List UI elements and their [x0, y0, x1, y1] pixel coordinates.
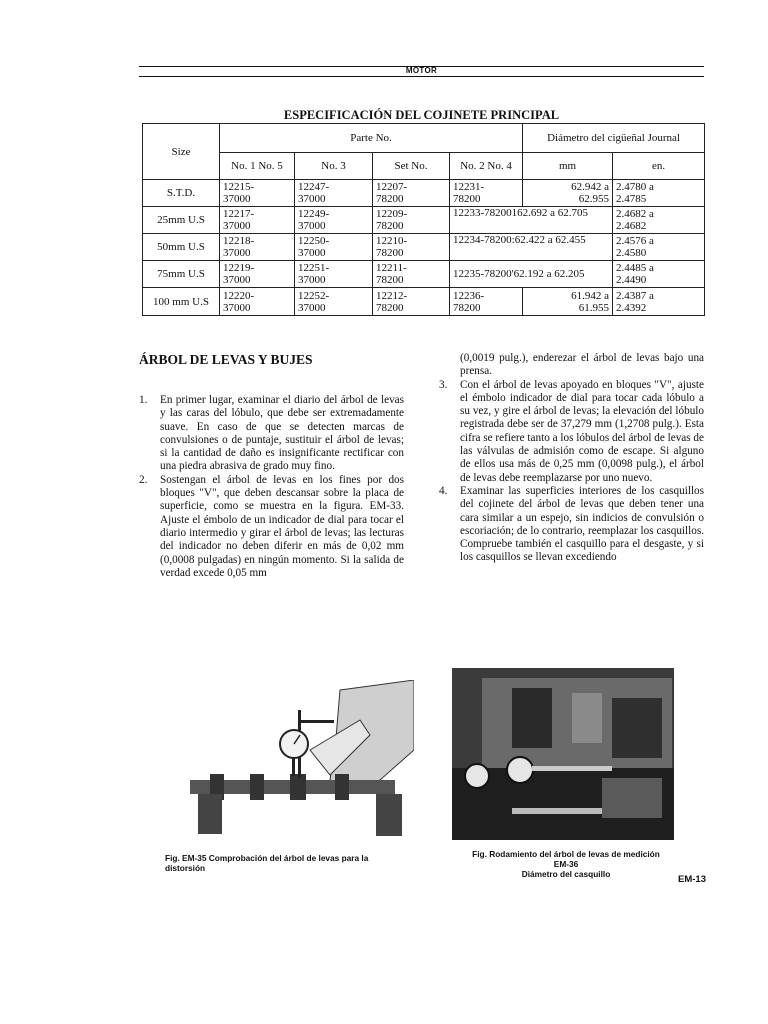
table-row — [143, 180, 705, 207]
merged-cell: 12234-78200:62.422 a 62.455 — [450, 234, 613, 261]
table-title: ESPECIFICACIÓN DEL COJINETE PRINCIPAL — [283, 108, 560, 122]
part-cell: 12247- 37000 — [295, 180, 373, 207]
size-header: Size — [143, 124, 220, 180]
part-cell: 12231- 78200 — [450, 180, 523, 207]
part-cell: 12220- 37000 — [220, 288, 295, 316]
in-cell: 2.4682 a 2.4682 — [613, 207, 705, 234]
running-header: MOTOR — [405, 66, 438, 75]
figure-caption: Diámetro del casquillo — [521, 869, 611, 879]
camshaft-illustration — [190, 680, 414, 840]
table-row — [143, 207, 705, 234]
part-cell: 12215- 37000 — [220, 180, 295, 207]
size-cell: 100 mm U.S — [143, 288, 220, 316]
part-cell: 12212- 78200 — [373, 288, 450, 316]
left-column — [139, 394, 404, 580]
item-text: En primer lugar, examinar el diario del árbol de levas y las caras del lóbulo, que debe ser extremadamente suave. En caso de que se detecten marcas de convulsiones o de puntaje, sustituir el árbol de levas; si la cantidad de daño es insignificante rectificar con una piedra abrasiva de grado muy fino. — [160, 394, 404, 473]
merged-cell: 12235-78200'62.192 a 62.205 — [450, 261, 613, 288]
mm-cell: 61.942 a 61.955 — [523, 288, 613, 316]
part-cell: 12218- 37000 — [220, 234, 295, 261]
list-item — [439, 485, 704, 565]
item-number: 1. — [139, 394, 148, 406]
list-item — [139, 394, 404, 474]
table-row — [143, 234, 705, 261]
size-cell: 75mm U.S — [143, 261, 220, 288]
sub-header: No. 1 No. 5 — [220, 153, 295, 180]
item-text: Examinar las superficies interiores de los casquillos del cojinete del árbol de levas que deben tener una cara similar a un espejo, sin indicios de convulsión o escoriación; de lo contrario, reemplazar los casquillos. Compruebe también el casquillo para el desgaste, y si los casquillos se llevan excediendo — [460, 484, 704, 564]
part-cell: 12252- 37000 — [295, 288, 373, 316]
bushing-illustration — [452, 668, 674, 840]
sub-header: No. 2 No. 4 — [450, 153, 523, 180]
figure-caption: Fig. EM-35 Comprobación del árbol de levas para la distorsión — [165, 853, 369, 873]
in-cell: 2.4780 a 2.4785 — [613, 180, 705, 207]
sub-header: No. 3 — [295, 153, 373, 180]
merged-cell: 12233-78200162.692 a 62.705 — [450, 207, 613, 234]
sub-header: en. — [613, 153, 705, 180]
mm-cell: 62.942 a 62.955 — [523, 180, 613, 207]
diameter-header: Diámetro del cigüeñal Journal — [523, 124, 705, 153]
item-number: 2. — [139, 473, 148, 486]
table-row — [143, 288, 705, 316]
part-cell: 12211- 78200 — [373, 261, 450, 288]
sub-header: Set No. — [373, 153, 450, 180]
figure-camshaft-runout — [190, 680, 414, 840]
figure-bushing-measurement — [452, 668, 674, 840]
right-column — [439, 352, 704, 565]
page-number: EM-13 — [678, 874, 706, 885]
header-rule-bottom — [139, 76, 704, 77]
part-cell: 12249- 37000 — [295, 207, 373, 234]
bearing-spec-table — [142, 123, 705, 316]
item-number: 4. — [439, 484, 448, 497]
part-cell: 12207- 78200 — [373, 180, 450, 207]
part-cell: 12236- 78200 — [450, 288, 523, 316]
in-cell: 2.4387 a 2.4392 — [613, 288, 705, 316]
list-item — [439, 379, 704, 485]
table-row — [143, 261, 705, 288]
part-cell: 12250- 37000 — [295, 234, 373, 261]
figure-caption: Fig. Rodamiento del árbol de levas de medición EM-36 — [472, 849, 660, 869]
in-cell: 2.4576 a 2.4580 — [613, 234, 705, 261]
parte-header: Parte No. — [220, 124, 523, 153]
part-cell: 12209- 78200 — [373, 207, 450, 234]
part-cell: 12219- 37000 — [220, 261, 295, 288]
continuation-text: (0,0019 pulg.), enderezar el árbol de levas bajo una prensa. — [460, 352, 704, 378]
size-cell: 50mm U.S — [143, 234, 220, 261]
size-cell: 25mm U.S — [143, 207, 220, 234]
sub-header: mm — [523, 153, 613, 180]
list-item — [139, 474, 404, 580]
part-cell: 12210- 78200 — [373, 234, 450, 261]
item-text: Con el árbol de levas apoyado en bloques "V", ajuste el émbolo indicador de dial para tocar cada lóbulo a su vez, y gire el árbol de levas; la elevación del lóbulo registrada debe ser de 37,279 mm (1,2708 pulg.). Esta cifra se refiere tanto a los lóbulos del árbol de levas de las válvulas de admisión como de escape. Si alguno de ellos usa más de 0,25 mm (0,0098 pulg.), el árbol de levas debe reemplazarse por uno nuevo. — [460, 378, 704, 484]
section-title: ÁRBOL DE LEVAS Y BUJES — [139, 352, 313, 367]
item-number: 3. — [439, 378, 448, 391]
part-cell: 12217- 37000 — [220, 207, 295, 234]
part-cell: 12251- 37000 — [295, 261, 373, 288]
item-text: Sostengan el árbol de levas en los fines por dos bloques "V", que deben descansar sobre la placa de superficie, como se muestra en la figura. EM-33. Ajuste el émbolo de un indicador de dial para tocar el diario intermedio y girar el árbol de levas; las lecturas del indicador no deben diferir en más de 0,02 mm (0,0008 pulgadas) en ningún momento. Si la salida de verdad excede 0,05 mm — [160, 473, 404, 579]
size-cell: S.T.D. — [143, 180, 220, 207]
in-cell: 2.4485 a 2.4490 — [613, 261, 705, 288]
